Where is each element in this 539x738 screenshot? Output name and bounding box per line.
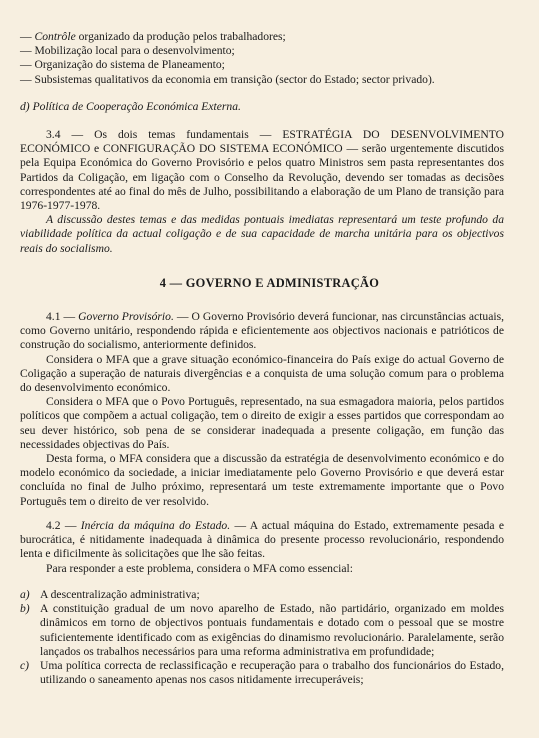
list-item: — Organização do sistema de Planeamento; [20,58,225,72]
paragraph-3-4 [20,128,504,256]
paragraph-4-1: 4.1 — Governo Provisório. — O Governo Provisório deverá funcionar, nas circunstâncias actuais, como Governo unitário, respondendo rápida e eficientemente aos objectivos nacionais e patrióticos de construção do socialismo, anteriormente definidos. Considera o MFA que a grave situação económico-financeira do País exige do actual Governo de Coligação a superação de naturais divergências e a conquista de uma solução comum para o problema do desenvolvimento económico. Considera o MFA que o Povo Português, representado, na sua esmagadora maioria, pelos partidos políticos que compõem a actual coligação, tem o direito de exigir a esses partidos que correspondam ao seu dever histórico, sob pena de se considerar inadequada a presente coligação, em função das necessidades objectivas do País. Desta forma, o MFA considera que a discussão da estratégia de desenvolvimento económico e do modelo económico da sociedade, a iniciar imediatamente pelo Governo Provisório e que deverá estar concluída no final de Julho próximo, representará um teste extremamente importante que o Povo Português tem o direito de ver resolvido. [20,310,504,508]
paragraph-mfa-1: Considera o MFA que a grave situação económico-financeira do País exige do actual Governo de Coligação a superação de naturais divergências e a conquista de uma solução comum para o problema do desenvolvimento económico. [20,352,504,395]
list-item: c) Uma política correcta de reclassificação e recuperação para o trabalho dos funcionários do Estado, utilizando o saneamento apenas nos casos nitidamente irrecuperáveis; [20,659,504,687]
section-d-title: d) Política de Cooperação Económica Externa. [20,100,241,113]
section-heading: 4 — GOVERNO E ADMINISTRAÇÃO [159,276,380,290]
paragraph-3-4-italic: A discussão destes temas e das medidas pontuais imediatas representará um teste profundo da viabilidade política da actual coligação e de sua capacidade de marcha unitária para os objectivos reais do socialismo. [20,213,504,255]
paragraph-mfa-2: Considera o MFA que o Povo Português, representado, na sua esmagadora maioria, pelos partidos políticos que compõem a actual coligação, tem o direito de exigir a esses partidos que correspondam ao seu dever histórico, sob pena de se considerar inadequada a presente coligação, em função das necessidades objectivas do País. [20,395,504,451]
paragraph-respond: Para responder a este problema, considera o MFA como essencial: [46,561,353,575]
top-list [20,30,504,87]
list-item: — Subsistemas qualitativos da economia em transição (sector do Estado; sector privado). [20,72,435,86]
list-item: b) A constituição gradual de um novo aparelho de Estado, não partidário, organizado em moldes dinâmicos em torno de objectivos pontuais fundamentais e dotado com o pessoal que se mostre suficientemente identificado com as exigências do dinamismo revolucionário. Paralelamente, serão lançados os trabalhos necessários para uma reforma administrativa em profundidade; [20,602,504,658]
list-item: a) A descentralização administrativa; [20,588,200,601]
list-item: — Contrôle organizado da produção pelos trabalhadores; [20,30,286,43]
list-item: — Mobilização local para o desenvolvimento; [20,44,235,58]
paragraph-mfa-3: Desta forma, o MFA considera que a discussão da estratégia de desenvolvimento económico e do modelo económico da sociedade, a iniciar imediatamente pelo Governo Provisório e que deverá estar concluída no final de Julho próximo, representará um teste extremamente importante que o Povo Português tem o direito de ver resolvido. [20,452,504,508]
paragraph-4-2: 4.2 — Inércia da máquina do Estado. — A actual máquina do Estado, extremamente pesada e burocrática, é nitidamente inadequada à dinâmica do presente processo revolucionário, respondendo lenta e dificilmente às solicitações que lhe são feitas. Para responder a este problema, considera o MFA como essencial: [20,519,504,575]
paragraph-3-4-text: 3.4 — Os dois temas fundamentais — ESTRATÉGIA DO DESENVOLVIMENTO ECONÓMICO e CONFIGURAÇÃO DO SISTEMA ECONÓMICO — serão urgentemente discutidos pela Equipa Económica do Governo Provisório e pelos quatro Ministros sem pasta representantes dos Partidos da Coligação, em ligação com o Conselho da Revolução, devendo ser tomadas as decisões correspondentes até ao final do mês de Julho, possibilitando a elaboração de um Plano de transição para 1976-1977-1978. [20,128,504,213]
bottom-list [20,588,504,687]
